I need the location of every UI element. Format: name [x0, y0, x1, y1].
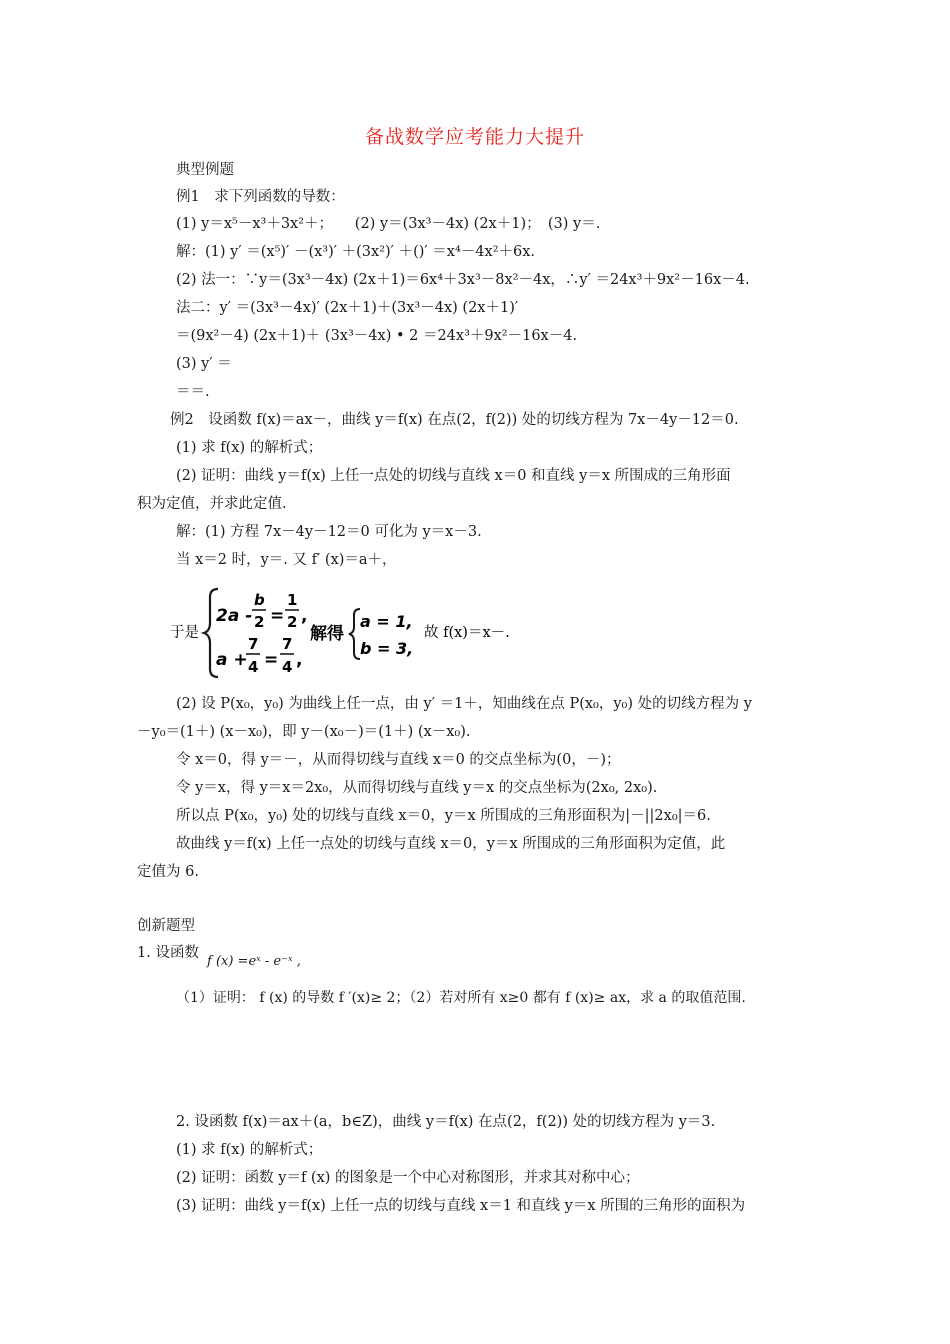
svg-text:b: b: [254, 591, 265, 609]
example2-solution-5: 令 x＝0，得 y＝－，从而得切线与直线 x＝0 的交点坐标为(0，－)；: [176, 752, 621, 768]
system-eq1-left: 2a -: [216, 606, 253, 626]
example2-solution-3: (2) 设 P(x₀，y₀) 为曲线上任一点，由 y′ ＝1＋，知曲线在点 P(x₀，y₀) 处的切线方程为 y: [176, 696, 752, 712]
svg-text:1: 1: [287, 591, 298, 609]
question1-intro: 1. 设函数: [137, 945, 199, 961]
example1-solution-3a: (3) y′ ＝: [176, 356, 232, 372]
question2-title: 2. 设函数 f(x)＝ax＋(a，b∈Z)，曲线 y＝f(x) 在点(2，f(2)) 处的切线方程为 y＝3.: [176, 1114, 716, 1130]
example1-solution-2b: 法二：y′ ＝(3x³－4x)′ (2x＋1)＋(3x³－4x) (2x＋1)′: [176, 300, 519, 316]
svg-text:7: 7: [282, 635, 293, 653]
svg-text:=: =: [270, 606, 285, 626]
svg-text:4: 4: [248, 658, 259, 676]
equation-system: [170, 583, 690, 683]
example1-solution-3b: ＝＝.: [176, 384, 210, 400]
example1-solution-2a: (2) 法一：∵y＝(3x³－4x) (2x＋1)＝6x⁴＋3x³－8x²－4x，∴y′ ＝24x³＋9x²－16x－4.: [176, 272, 750, 288]
question2-part3: (3) 证明：曲线 y＝f(x) 上任一点的切线与直线 x＝1 和直线 y＝x 所围的三角形的面积为: [176, 1198, 746, 1214]
question2-part2: (2) 证明：函数 y＝f (x) 的图象是一个中心对称图形，并求其对称中心；: [176, 1170, 640, 1186]
system-result2: b = 3,: [360, 639, 414, 658]
example2-solution-9: 定值为 6.: [137, 864, 199, 880]
example2-part2-cont: 积为定值，并求此定值.: [137, 496, 287, 512]
svg-text:,: ,: [296, 650, 303, 670]
right-brace-icon: [349, 609, 360, 659]
system-prefix: 于是: [170, 625, 199, 641]
example2-solution-8: 故曲线 y＝f(x) 上任一点处的切线与直线 x＝0，y＝x 所围成的三角形面积为定值，此: [176, 836, 726, 852]
example2-solution-1: 解：(1) 方程 7x－4y－12＝0 可化为 y＝x－3.: [176, 524, 482, 540]
question1-formula: f (x) =eˣ - e⁻ˣ ,: [207, 954, 301, 969]
example1-solution-1: 解：(1) y′ ＝(x⁵)′ －(x³)′ ＋(3x²)′ ＋()′ ＝x⁴－4x²＋6x.: [176, 244, 536, 260]
svg-text:,: ,: [301, 606, 308, 626]
example2-solution-7: 所以点 P(x₀，y₀) 处的切线与直线 x＝0，y＝x 所围成的三角形面积为|－||2x₀|＝6.: [176, 808, 711, 824]
example2-solution-6: 令 y＝x，得 y＝x＝2x₀，从而得切线与直线 y＝x 的交点坐标为(2x₀, 2x₀).: [176, 780, 658, 796]
svg-text:=: =: [264, 650, 279, 670]
system-result1: a = 1,: [360, 612, 413, 631]
system-eq2-left: a +: [216, 650, 248, 670]
system-solve-word: 解得: [310, 624, 344, 644]
example1-problems: (1) y＝x⁵－x³＋3x²＋； (2) y＝(3x³－4x) (2x＋1)； (3) y＝.: [176, 216, 601, 232]
example1-solution-2c: ＝(9x²－4) (2x＋1)＋ (3x³－4x) • 2 ＝24x³＋9x²－16x－4.: [176, 328, 578, 344]
example2-solution-4: －y₀＝(1＋) (x－x₀)，即 y－(x₀－)＝(1＋) (x－x₀).: [137, 724, 471, 740]
section-heading-innovative: 创新题型: [137, 918, 195, 934]
question1-parts: （1）证明： f (x) 的导数 f ′(x)≥ 2；（2）若对所有 x≥0 都有 f (x)≥ ax，求 a 的取值范围.: [176, 990, 746, 1006]
system-suffix: 故 f(x)＝x－.: [424, 625, 510, 641]
example2-part2: (2) 证明：曲线 y＝f(x) 上任一点处的切线与直线 x＝0 和直线 y＝x 所围成的三角形面: [176, 468, 731, 484]
example2-part1: (1) 求 f(x) 的解析式；: [176, 440, 323, 456]
equation-system-graphic: [170, 583, 690, 683]
question2-part1: (1) 求 f(x) 的解析式；: [176, 1142, 323, 1158]
page-title: 备战数学应考能力大提升: [364, 126, 585, 148]
svg-text:4: 4: [282, 658, 293, 676]
svg-text:7: 7: [248, 635, 259, 653]
svg-text:2: 2: [254, 613, 265, 631]
example2-title: 例2 设函数 f(x)＝ax－，曲线 y＝f(x) 在点(2，f(2)) 处的切线方程为 7x－4y－12＝0.: [170, 412, 739, 428]
example2-solution-2: 当 x＝2 时，y＝. 又 f′ (x)＝a＋，: [176, 552, 397, 568]
svg-text:2: 2: [287, 613, 298, 631]
section-heading-typical: 典型例题: [176, 162, 234, 178]
example1-title: 例1 求下列函数的导数：: [176, 189, 345, 205]
